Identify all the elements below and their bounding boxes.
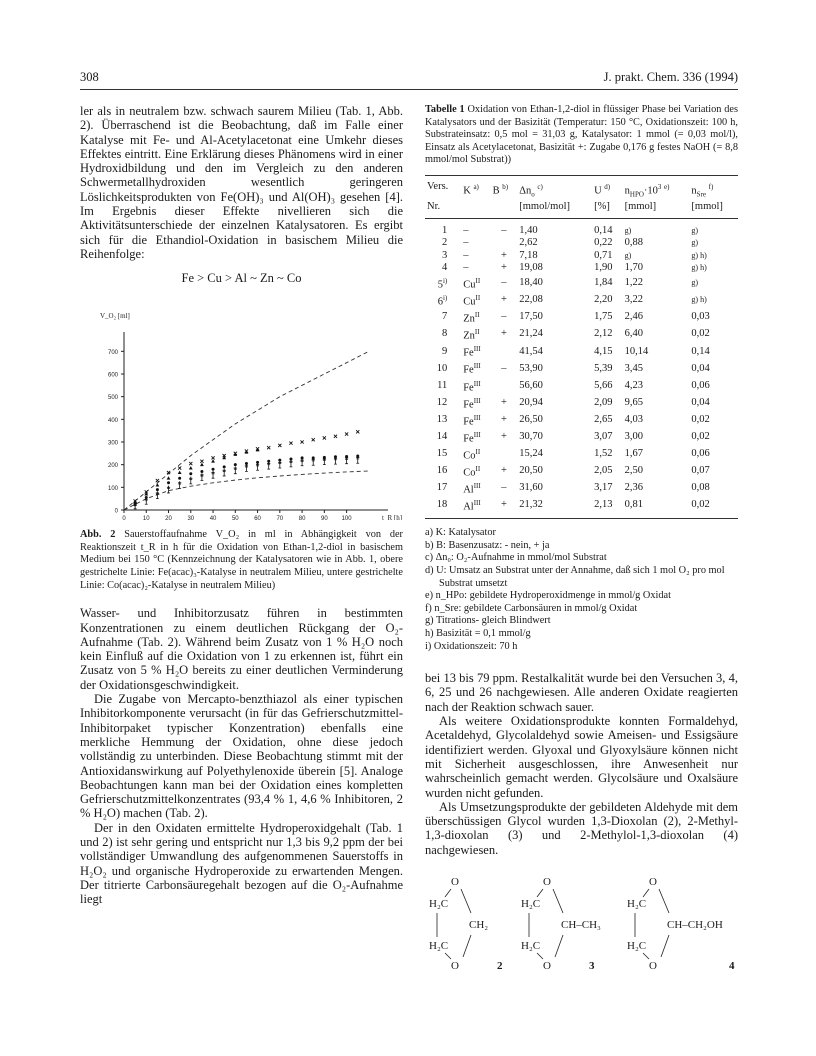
cell-dn: 17,50	[519, 311, 543, 323]
cell-nhpo: 0,88	[624, 237, 644, 249]
cell-catalyst: $Fe^{III}$	[463, 379, 481, 393]
cell-catalyst: $Cu^{II}$	[463, 294, 481, 308]
data-point-bar	[323, 460, 326, 464]
col-unit-dn: [mmol/mol]	[517, 201, 592, 218]
data-point-dot	[178, 477, 181, 480]
cell-catalyst: $Cu^{II}$	[463, 276, 481, 291]
footnote: h) Basizität = 0,1 mmol/g	[425, 628, 531, 639]
data-point-bar	[245, 467, 248, 471]
cell-u: 2,13	[592, 497, 623, 519]
dioxolane-structures	[425, 871, 738, 981]
cell-nsre: 0,02	[691, 413, 710, 425]
data-point-bar	[301, 462, 304, 466]
cell-u: 2,12	[594, 328, 613, 340]
cell-base	[491, 237, 518, 250]
ring-oxygen-bottom: O	[451, 960, 459, 973]
cell-u: 5,39	[594, 362, 613, 374]
cell-nsre: 0,04	[691, 362, 710, 374]
cell-nsre: g)	[691, 238, 699, 248]
compound-number: 2	[497, 960, 503, 973]
table-caption-text: Oxidation von Ethan-1,2-diol in flüssiger Phase bei Variation des Katalysators und der Basizität (Temperatur: 150 °C, Oxidationszeit: 100 h, Substrateinsatz: 0,5 mol = 31,03 g, Katalysator: 1 mmol (= 0,03 mol/l), Einsatz als Acetylacetonat, Basizität +: Zugabe 0,176 g festes NaOH (= 8,8 mmol/mol Substrat))	[425, 104, 738, 166]
cell-catalyst: $Fe^{III}$	[463, 345, 481, 359]
cell-base: +	[500, 249, 507, 261]
cell-nr: 12	[436, 396, 448, 408]
cell-catalyst: $Co^{II}$	[463, 464, 481, 479]
cell-dn: 31,60	[519, 482, 543, 494]
y-tick-label: 0	[114, 508, 118, 515]
cell-nr: 5$^{i)}$	[437, 276, 448, 291]
figure-caption	[80, 529, 403, 592]
cell-dn: 7,18	[519, 249, 538, 261]
cell-u: 0,14	[594, 224, 613, 236]
y-tick-label: 300	[107, 440, 118, 447]
cell-catalyst: $Fe^{III}$	[463, 396, 481, 411]
ring-carbon-top: H₂C	[429, 898, 449, 911]
header-rule	[80, 89, 738, 90]
table-caption-label: Tabelle 1	[425, 104, 465, 115]
cell-nhpo: 2,36	[624, 482, 644, 494]
data-point-x	[200, 460, 203, 463]
bond	[659, 889, 669, 913]
data-point-x	[323, 437, 326, 440]
ring-substituent: CH₂	[469, 919, 489, 932]
left-paragraph-4: Der in den Oxidaten ermittelte Hydroperoxidgehalt (Tab. 1 und 2) ist sehr gering und entspricht nur 1,3 bis 9,2 ppm der bei vollständiger Umwandlung des aufgenommenen Sauerstoffs in H₂O₂ und organische Hydroperoxide zu erwartenden Mengen. Der titrierte Carbonsäuregehalt bezogen auf die O₂-Aufnahme liegt	[80, 820, 403, 907]
data-point-x	[300, 441, 303, 444]
cell-nhpo: 1,67	[624, 448, 644, 460]
cell-nhpo: 3,00	[624, 431, 644, 443]
cell-base: +	[500, 465, 507, 477]
cell-dn: 21,24	[519, 328, 543, 340]
x-tick-label: 30	[187, 516, 195, 521]
cell-nhpo: 1,70	[624, 262, 644, 274]
cell-nsre: 0,14	[691, 345, 710, 357]
data-point-bar	[201, 476, 204, 480]
cell-nhpo: 4,03	[624, 413, 644, 425]
data-point-bar	[312, 461, 315, 465]
data-point-bar	[234, 470, 237, 474]
cell-base: +	[500, 328, 507, 340]
cell-u: 1,52	[594, 448, 613, 460]
cell-nsre: g)	[691, 278, 699, 288]
cell-nsre: 0,03	[691, 311, 710, 323]
cell-dn: 26,50	[519, 413, 543, 425]
cell-nsre: 0,02	[691, 431, 710, 443]
cell-dn: 30,70	[519, 431, 543, 443]
table-row	[425, 343, 738, 360]
cell-nr: 10	[436, 362, 448, 374]
table-row	[425, 412, 738, 429]
right-paragraph-2: Als weitere Oxidationsprodukte konnten Formaldehyd, Acetaldehyd, Glycolaldehyd sowie Ameisen- und Essigsäure identifiziert werden. Glyoxal und Glyoxylsäure können nicht mit Sicherheit ausgeschlossen, ihre Anwesenheit nur wahrscheinlich gemacht werden. Glycolsäure und Oxalsäure wurden nicht gefunden.	[425, 714, 738, 800]
ring-substituent: CH–CH₂OH	[667, 919, 723, 932]
cell-nr: 1	[441, 224, 448, 236]
cell-nsre: 0,06	[691, 448, 710, 460]
bond	[643, 889, 649, 897]
activity-sequence: Fe > Cu > Al ~ Zn ~ Co	[181, 271, 302, 286]
cell-nhpo: 3,45	[624, 362, 644, 374]
data-point-triangle	[155, 483, 159, 486]
cell-catalyst: $Al^{III}$	[463, 482, 481, 496]
x-tick-label: 70	[276, 516, 284, 521]
cell-base	[491, 446, 518, 463]
left-paragraph-3: Die Zugabe von Mercapto-benzthiazol als einer typischen Inhibitorkomponente verursacht (in für das Gefrierschutzmittel-Inhibitorpaket typischer Konzentration) ebenfalls eine merkliche Hemmung der Oxidation, ohne diese jedoch vollständig zu unterbinden. Diese Beobachtung stimmt mit der Antioxidanswirkung auf Polyethylenoxide überein [5]. Analoge Beobachtungen kann man bei der Oxidation eines kompletten Gefrierschutzmittelkonzentrates (93,4 % 1, 4,6 % Inhibitoren, 2 % H₂O) machen (Tab. 2).	[80, 692, 403, 821]
left-paragraph-2: Wasser- und Inhibitorzusatz führen in bestimmten Konzentrationen zu einem deutlichen Rückgang der O₂-Aufnahme (Tab. 2). Während beim Zusatz von 1 % H₂O noch kein Einfluß auf die Oxidation von 1 zu erkennen ist, führt ein Zusatz von 5 % H₂O bereits zu einer deutlichen Verminderung der Oxidationsgeschwindigkeit.	[80, 606, 403, 692]
right-paragraph-3: Als Umsetzungsprodukte der gebildeten Aldehyde mit dem überschüssigen Glycol wurden 1,3-Dioxolan (2), 2-Methyl-1,3-dioxolan (3) und 2-Methylol-1,3-dioxolan (4) nachgewiesen.	[425, 799, 738, 857]
col-header-dn: $\Delta n_o$ $^{c)}$	[517, 175, 592, 201]
data-point-dot	[189, 472, 192, 475]
data-point-bar	[223, 472, 226, 476]
ring-substituent: CH–CH₃	[561, 919, 601, 932]
cell-base: +	[500, 396, 507, 408]
x-tick-label: 10	[142, 516, 150, 521]
data-point-triangle	[200, 463, 204, 466]
cell-u: 4,15	[594, 345, 613, 357]
bond	[445, 953, 451, 959]
cell-nr: 3	[441, 249, 448, 261]
table-row	[425, 218, 738, 237]
footnote: b) B: Basenzusatz: - nein, + ja	[425, 539, 550, 551]
col-header-u: U $^{d)}$	[592, 175, 623, 201]
cell-u: 1,84	[594, 277, 613, 289]
cell-nhpo: 1,22	[624, 277, 644, 289]
data-point-bar	[345, 460, 348, 464]
col-unit-nhpo: [mmol]	[623, 201, 690, 218]
cell-nr: 4	[441, 262, 448, 274]
cell-nhpo: 2,50	[624, 465, 644, 477]
cell-nhpo: g)	[624, 250, 632, 260]
col-unit-nsre: [mmol]	[689, 201, 738, 218]
cell-dn: 18,40	[519, 277, 543, 289]
data-point-dot	[223, 466, 226, 469]
cell-base	[491, 343, 518, 360]
y-tick-label: 700	[107, 350, 118, 357]
cell-dn: 22,08	[519, 294, 543, 306]
x-tick-label: 20	[165, 516, 172, 521]
cell-dn: 1,40	[519, 224, 538, 236]
data-point-bar	[278, 464, 281, 468]
cell-u: 2,20	[594, 294, 613, 306]
cell-base: –	[501, 311, 507, 323]
cell-catalyst: $Al^{III}$	[461, 497, 490, 519]
cell-u: 3,17	[594, 482, 613, 494]
data-point-bar	[356, 459, 359, 463]
y-axis-label: V_O₂ [ml]	[100, 312, 130, 321]
col-header-b: B $^{b)}$	[491, 175, 518, 201]
cell-nr: 7	[441, 311, 448, 323]
cell-catalyst: $Fe^{III}$	[463, 362, 481, 376]
figure-caption-text: Sauerstoffaufnahme V_O₂ in ml in Abhängigkeit von der Reaktionszeit t_R in h für die Oxidation von Ethan-1,2-diol in basischem Medium bei 150 °C (Kennzeichnung der Katalysatoren wie in Abb. 1, obere gestrichelte Linie: Fe(acac)₃-Katalyse in neutralem Milieu, untere gestrichelte Linie: Co(acac)₂-Katalyse in neutralem Milieu)	[80, 529, 403, 591]
footnote: e) n_HPo: gebildete Hydroperoxidmenge in mmol/g Oxidat	[425, 590, 671, 602]
data-point-bar	[256, 466, 259, 470]
cell-nhpo: g)	[624, 225, 632, 235]
cell-base: +	[500, 431, 507, 443]
data-point-dot	[234, 463, 237, 466]
data-point-x	[345, 433, 348, 436]
cell-nsre: 0,02	[691, 328, 710, 340]
cell-nsre: 0,06	[691, 379, 710, 391]
page-number: 308	[80, 70, 99, 84]
curve-lower-dashed	[124, 471, 369, 510]
cell-u: 1,75	[594, 311, 613, 323]
cell-dn: 20,50	[519, 465, 543, 477]
cell-base: +	[500, 262, 507, 274]
cell-u: 0,22	[594, 237, 613, 249]
cell-nr: 13	[436, 413, 448, 425]
bond	[643, 953, 649, 959]
cell-nr: 8	[441, 328, 448, 340]
data-point-bar	[334, 460, 337, 464]
oxygen-uptake-chart	[80, 290, 403, 520]
cell-nr: 9	[441, 345, 448, 357]
cell-nr: 17	[436, 482, 448, 494]
bond	[553, 889, 563, 913]
cell-nhpo: 0,81	[623, 497, 690, 519]
figure-caption-label: Abb. 2	[80, 529, 116, 541]
data-point-triangle	[211, 460, 215, 463]
bond	[555, 935, 563, 957]
cell-nsre: g) h)	[691, 250, 707, 260]
data-point-x	[278, 444, 281, 447]
cell-catalyst: $Zn^{II}$	[463, 328, 480, 342]
cell-nhpo: 6,40	[624, 328, 644, 340]
left-paragraph-1: ler als in neutralem bzw. schwach saurem Milieu (Tab. 1, Abb. 2). Überraschend ist die Beobachtung, daß im Falle einer Katalyse mit Fe- und Al-Acetylacetonat eine Umkehr dieses Effektes eintritt. Eine Erklärung dieses Phänomens wird in einer Hydroxidbildung und den im Vergleich zu den anderen Schwermetallhydroxiden wesentlich geringeren Löslichkeitsprodukten von Fe(OH)₃ und Al(OH)₃ gesehen [4]. Im Ergebnis dieser Effekte nivellieren sich die Aktivitätsunterschiede der einzelnen Katalysatoren. Es ergibt sich für die Ethandiol-Oxidation in basischem Milieu die Reihenfolge:	[80, 104, 403, 261]
x-tick-label: 50	[231, 516, 239, 521]
right-paragraph-1: bei 13 bis 79 ppm. Restalkalität wurde bei den Versuchen 3, 4, 6, 25 und 26 nachgewiesen. Alle anderen Oxidate reagierten nach der Reaktion schwach sauer.	[425, 671, 738, 714]
cell-nhpo: 9,65	[624, 396, 644, 408]
cell-nr: 6$^{i)}$	[437, 294, 448, 308]
ring-oxygen-top: O	[649, 876, 657, 889]
cell-u: 1,90	[594, 262, 613, 274]
col-header-vers: Vers.	[425, 175, 461, 201]
compound-number: 4	[729, 960, 735, 973]
cell-catalyst: –	[463, 224, 469, 236]
cell-catalyst: –	[463, 237, 469, 249]
x-tick-label: 40	[209, 516, 217, 521]
table-row	[425, 429, 738, 446]
x-tick-label: 60	[254, 516, 261, 521]
cell-base: –	[501, 277, 507, 289]
table-row	[425, 309, 738, 326]
col-header-nsre: $n_{Sre}$ $^{f)}$	[689, 175, 738, 201]
ring-carbon-bottom: H₂C	[627, 940, 647, 953]
table-row	[425, 275, 738, 292]
table-row	[425, 262, 738, 275]
compound-number: 3	[589, 960, 595, 973]
ring-oxygen-bottom: O	[543, 960, 551, 973]
footnote: a) K: Katalysator	[425, 527, 496, 539]
data-point-x	[267, 446, 270, 449]
x-tick-label: 80	[298, 516, 306, 521]
footnote: f) n_Sre: gebildete Carbonsäuren in mmol/g Oxidat	[425, 602, 638, 614]
y-tick-label: 200	[107, 463, 118, 470]
cell-nhpo: 10,14	[624, 345, 649, 357]
data-point-x	[334, 435, 337, 438]
data-point-x	[289, 442, 292, 445]
cell-u: 2,09	[594, 396, 613, 408]
x-tick-label: 0	[122, 516, 126, 521]
table-row	[425, 292, 738, 309]
x-tick-label: 90	[321, 516, 328, 521]
cell-nr: 11	[437, 379, 448, 391]
bond	[445, 889, 451, 897]
data-point-bar	[178, 484, 181, 488]
curve-upper-dashed	[124, 352, 369, 511]
cell-u: 2,05	[594, 465, 613, 477]
col-header-nhpo: $n_{HPO}\cdot 10^3$ $^{e)}$	[623, 175, 690, 201]
table-row	[425, 378, 738, 395]
cell-catalyst: $Fe^{III}$	[463, 413, 481, 428]
data-point-x	[211, 457, 214, 460]
cell-u: 0,71	[594, 249, 613, 261]
cell-base: +	[491, 497, 518, 519]
cell-nsre: 0,08	[691, 482, 710, 494]
x-axis-label: t_R [h]	[382, 514, 403, 521]
cell-dn: 2,62	[519, 237, 538, 249]
cell-nhpo: 3,22	[624, 294, 644, 306]
table-footnotes	[425, 527, 738, 653]
left-column	[80, 104, 403, 906]
bond	[537, 953, 543, 959]
table-row	[425, 250, 738, 263]
data-point-bar	[212, 474, 215, 478]
cell-nsre: 0,02	[689, 497, 738, 519]
ring-carbon-bottom: H₂C	[429, 940, 449, 953]
col-unit-u: [%]	[592, 201, 623, 218]
data-point-x	[312, 438, 315, 441]
data-point-bar	[189, 480, 192, 484]
table-row	[425, 446, 738, 463]
cell-nhpo: 4,23	[624, 379, 644, 391]
data-point-dot	[167, 482, 170, 485]
ring-oxygen-top: O	[451, 876, 459, 889]
cell-nr: 16	[436, 465, 448, 477]
cell-u: 2,65	[594, 413, 613, 425]
cell-base: –	[501, 362, 507, 374]
cell-dn: 21,32	[517, 497, 592, 519]
results-table	[425, 175, 738, 519]
cell-nsre: g)	[691, 225, 699, 235]
cell-nr: 14	[436, 431, 448, 443]
col-header-nr: Nr.	[425, 201, 461, 218]
cell-dn: 53,90	[519, 362, 543, 374]
bond	[463, 935, 471, 957]
cell-catalyst: $Fe^{III}$	[463, 430, 481, 445]
data-point-triangle	[178, 471, 182, 474]
data-point-triangle	[189, 466, 193, 469]
cell-catalyst: –	[463, 262, 469, 274]
data-point-x	[156, 479, 159, 482]
cell-dn: 19,08	[519, 262, 543, 274]
cell-u: 3,07	[594, 431, 613, 443]
cell-dn: 20,94	[519, 396, 543, 408]
data-point-x	[178, 467, 181, 470]
footnote: d) U: Umsatz an Substrat unter der Annahme, daß sich 1 mol O₂ pro mol Substrat umsetzt	[425, 565, 725, 589]
data-point-dot	[212, 468, 215, 471]
cell-nsre: g) h)	[691, 295, 707, 305]
data-point-x	[189, 462, 192, 465]
cell-base	[491, 378, 518, 395]
data-point-bar	[267, 465, 270, 469]
table-row	[425, 237, 738, 250]
y-tick-label: 100	[107, 486, 118, 493]
data-point-triangle	[167, 477, 171, 480]
ring-oxygen-bottom: O	[649, 960, 657, 973]
ring-oxygen-top: O	[543, 876, 551, 889]
bond	[461, 889, 471, 913]
data-point-dot	[200, 470, 203, 473]
cell-base: +	[500, 294, 507, 306]
cell-catalyst: $Zn^{II}$	[463, 311, 480, 325]
bond	[537, 889, 543, 897]
y-tick-label: 400	[107, 418, 118, 425]
table-row	[425, 360, 738, 377]
cell-nsre: 0,04	[691, 396, 710, 408]
ring-carbon-top: H₂C	[521, 898, 541, 911]
table-row	[425, 326, 738, 343]
table-row	[425, 480, 738, 497]
journal-reference: J. prakt. Chem. 336 (1994)	[603, 70, 738, 84]
ring-carbon-bottom: H₂C	[521, 940, 541, 953]
data-point-x	[356, 430, 359, 433]
cell-catalyst: –	[463, 249, 469, 261]
table-row	[425, 395, 738, 412]
x-tick-label: 100	[341, 516, 352, 521]
cell-nr: 18	[425, 497, 461, 519]
data-point-bar	[290, 463, 293, 467]
footnote: g) Titrations- gleich Blindwert	[425, 615, 551, 627]
cell-base: –	[501, 224, 507, 236]
ring-carbon-top: H₂C	[627, 898, 647, 911]
cell-dn: 15,24	[519, 448, 543, 460]
cell-dn: 56,60	[519, 379, 543, 391]
footnote: c) Δn₀: O₂-Aufnahme in mmol/mol Substrat	[425, 552, 607, 564]
y-tick-label: 600	[107, 372, 118, 379]
cell-nr: 2	[441, 237, 448, 249]
table-row	[425, 497, 738, 519]
bond	[661, 935, 669, 957]
cell-nr: 15	[436, 448, 448, 460]
cell-nsre: 0,07	[691, 465, 710, 477]
data-point-bar	[145, 500, 148, 504]
cell-base: –	[501, 482, 507, 494]
right-column	[425, 104, 738, 986]
cell-catalyst: $Co^{II}$	[463, 447, 481, 462]
table-caption	[425, 104, 738, 167]
table-row	[425, 463, 738, 480]
y-tick-label: 500	[107, 395, 118, 402]
cell-dn: 41,54	[519, 345, 543, 357]
cell-nsre: g) h)	[691, 263, 707, 273]
footnote: i) Oxidationszeit: 70 h	[425, 640, 518, 652]
cell-base: +	[500, 413, 507, 425]
data-point-dot	[156, 488, 159, 491]
col-header-k: K $^{a)}$	[461, 175, 490, 201]
cell-nhpo: 2,46	[624, 311, 644, 323]
cell-u: 5,66	[594, 379, 613, 391]
